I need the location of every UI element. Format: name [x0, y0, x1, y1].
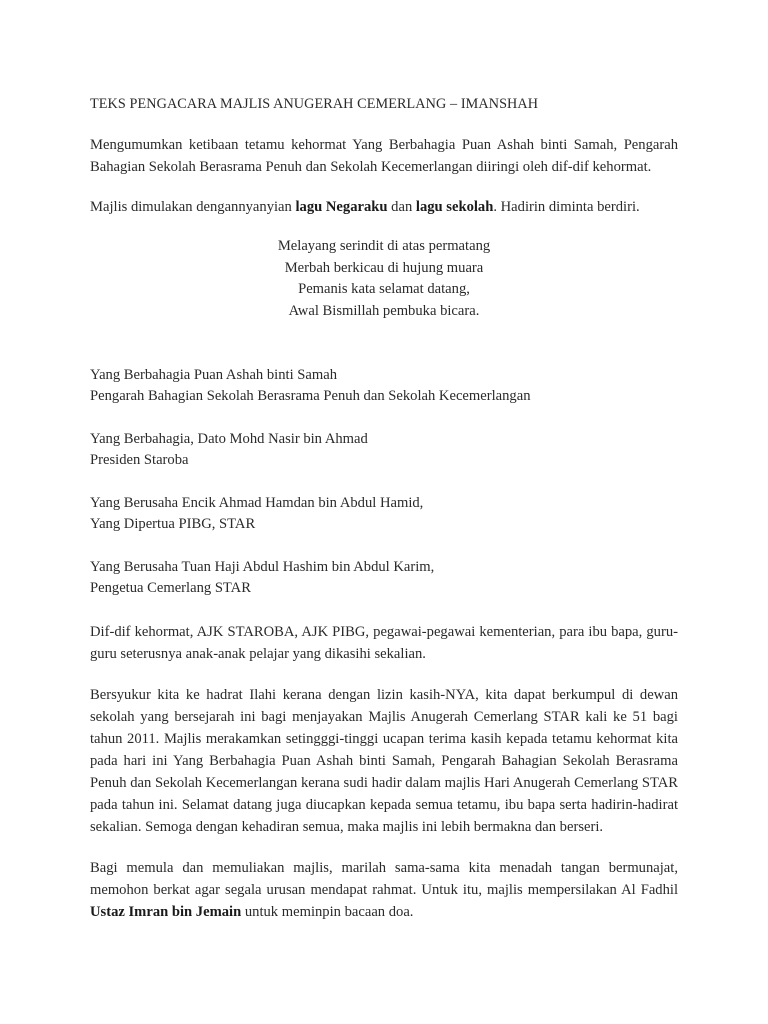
- document-title: TEKS PENGACARA MAJLIS ANUGERAH CEMERLANG – IMANSHAH: [90, 96, 539, 112]
- addressee-name: Yang Berbahagia, Dato Mohd Nasir bin Ahmad: [90, 430, 368, 447]
- greeting-paragraph: Dif-dif kehormat, AJK STAROBA, AJK PIBG, pegawai-pegawai kementerian, para ibu bapa, guru-guru seterusnya anak-anak pelajar yang dikasihi sekalian.: [90, 623, 678, 662]
- welcome-paragraph: Bersyukur kita ke hadrat Ilahi kerana dengan lizin kasih-NYA, kita dapat berkumpul di dewan sekolah yang bersejarah ini bagi menjayakan Majlis Anugerah Cemerlang STAR kali ke 51 bagi tahun 2011. Majlis merakamkan setingggi-tinggi ucapan terima kasih kepada tetamu kehormat kita pada hari ini Yang Berbahagia Puan Ashah binti Samah, Pengarah Bahagian Sekolah Berasrama Penuh dan Sekolah Kecemerlangan kerana sudi hadir dalam majlis Hari Anugerah Cemerlang STAR pada tahun ini. Selamat datang juga diucapkan kepada semua tetamu, ibu bapa serta hadirin-hadirat sekalian. Semoga dengan kehadiran semua, maka majlis ini lebih bermakna dan berseri.: [90, 686, 678, 835]
- pantun-verse: [90, 236, 678, 323]
- addressee-title: Pengetua Cemerlang STAR: [90, 580, 251, 597]
- addressee-title: Pengarah Bahagian Sekolah Berasrama Penuh dan Sekolah Kecemerlangan: [90, 388, 531, 405]
- prayer-text-pre: Bagi memula dan memuliakan majlis, marilah sama-sama kita menadah tangan bermunajat, memohon berkat agar segala urusan mendapat rahmat. Untuk itu, majlis mempersilakan Al Fadhil: [90, 859, 678, 898]
- addressee-title: Presiden Staroba: [90, 452, 189, 469]
- addressee-name: Yang Berusaha Tuan Haji Abdul Hashim bin Abdul Karim,: [90, 558, 435, 575]
- addressee-name: Yang Berbahagia Puan Ashah binti Samah: [90, 366, 337, 383]
- addressee-block: [90, 557, 678, 600]
- addressee-block: [90, 365, 678, 408]
- anthem-text-mid: dan: [387, 199, 416, 215]
- addressee-title: Yang Dipertua PIBG, STAR: [90, 516, 256, 533]
- announcement-paragraph: Mengumumkan ketibaan tetamu kehormat Yang Berbahagia Puan Ashah binti Samah, Pengarah Bahagian Sekolah Berasrama Penuh dan Sekolah Kecemerlangan diiringi oleh dif-dif kehormat.: [90, 137, 678, 175]
- anthem-bold-school-song: lagu sekolah: [415, 199, 494, 215]
- anthem-paragraph: [90, 196, 678, 218]
- anthem-text-post: . Hadirin diminta berdiri.: [493, 199, 640, 215]
- pantun-line: Awal Bismillah pembuka bicara.: [288, 303, 480, 320]
- addressee-block: [90, 429, 678, 472]
- pantun-line: Merbah berkicau di hujung muara: [284, 259, 484, 276]
- prayer-bold-name: Ustaz Imran bin Jemain: [90, 903, 242, 920]
- addressee-block: [90, 493, 678, 536]
- pantun-line: Melayang serindit di atas permatang: [277, 238, 491, 254]
- anthem-text-pre: Majlis dimulakan dengannyanyian: [90, 199, 296, 215]
- prayer-paragraph: [90, 857, 678, 923]
- addressee-name: Yang Berusaha Encik Ahmad Hamdan bin Abdul Hamid,: [90, 494, 424, 511]
- pantun-line: Pemanis kata selamat datang,: [298, 281, 470, 298]
- anthem-bold-negaraku: lagu Negaraku: [295, 199, 388, 215]
- prayer-text-post: untuk meminpin bacaan doa.: [241, 903, 414, 920]
